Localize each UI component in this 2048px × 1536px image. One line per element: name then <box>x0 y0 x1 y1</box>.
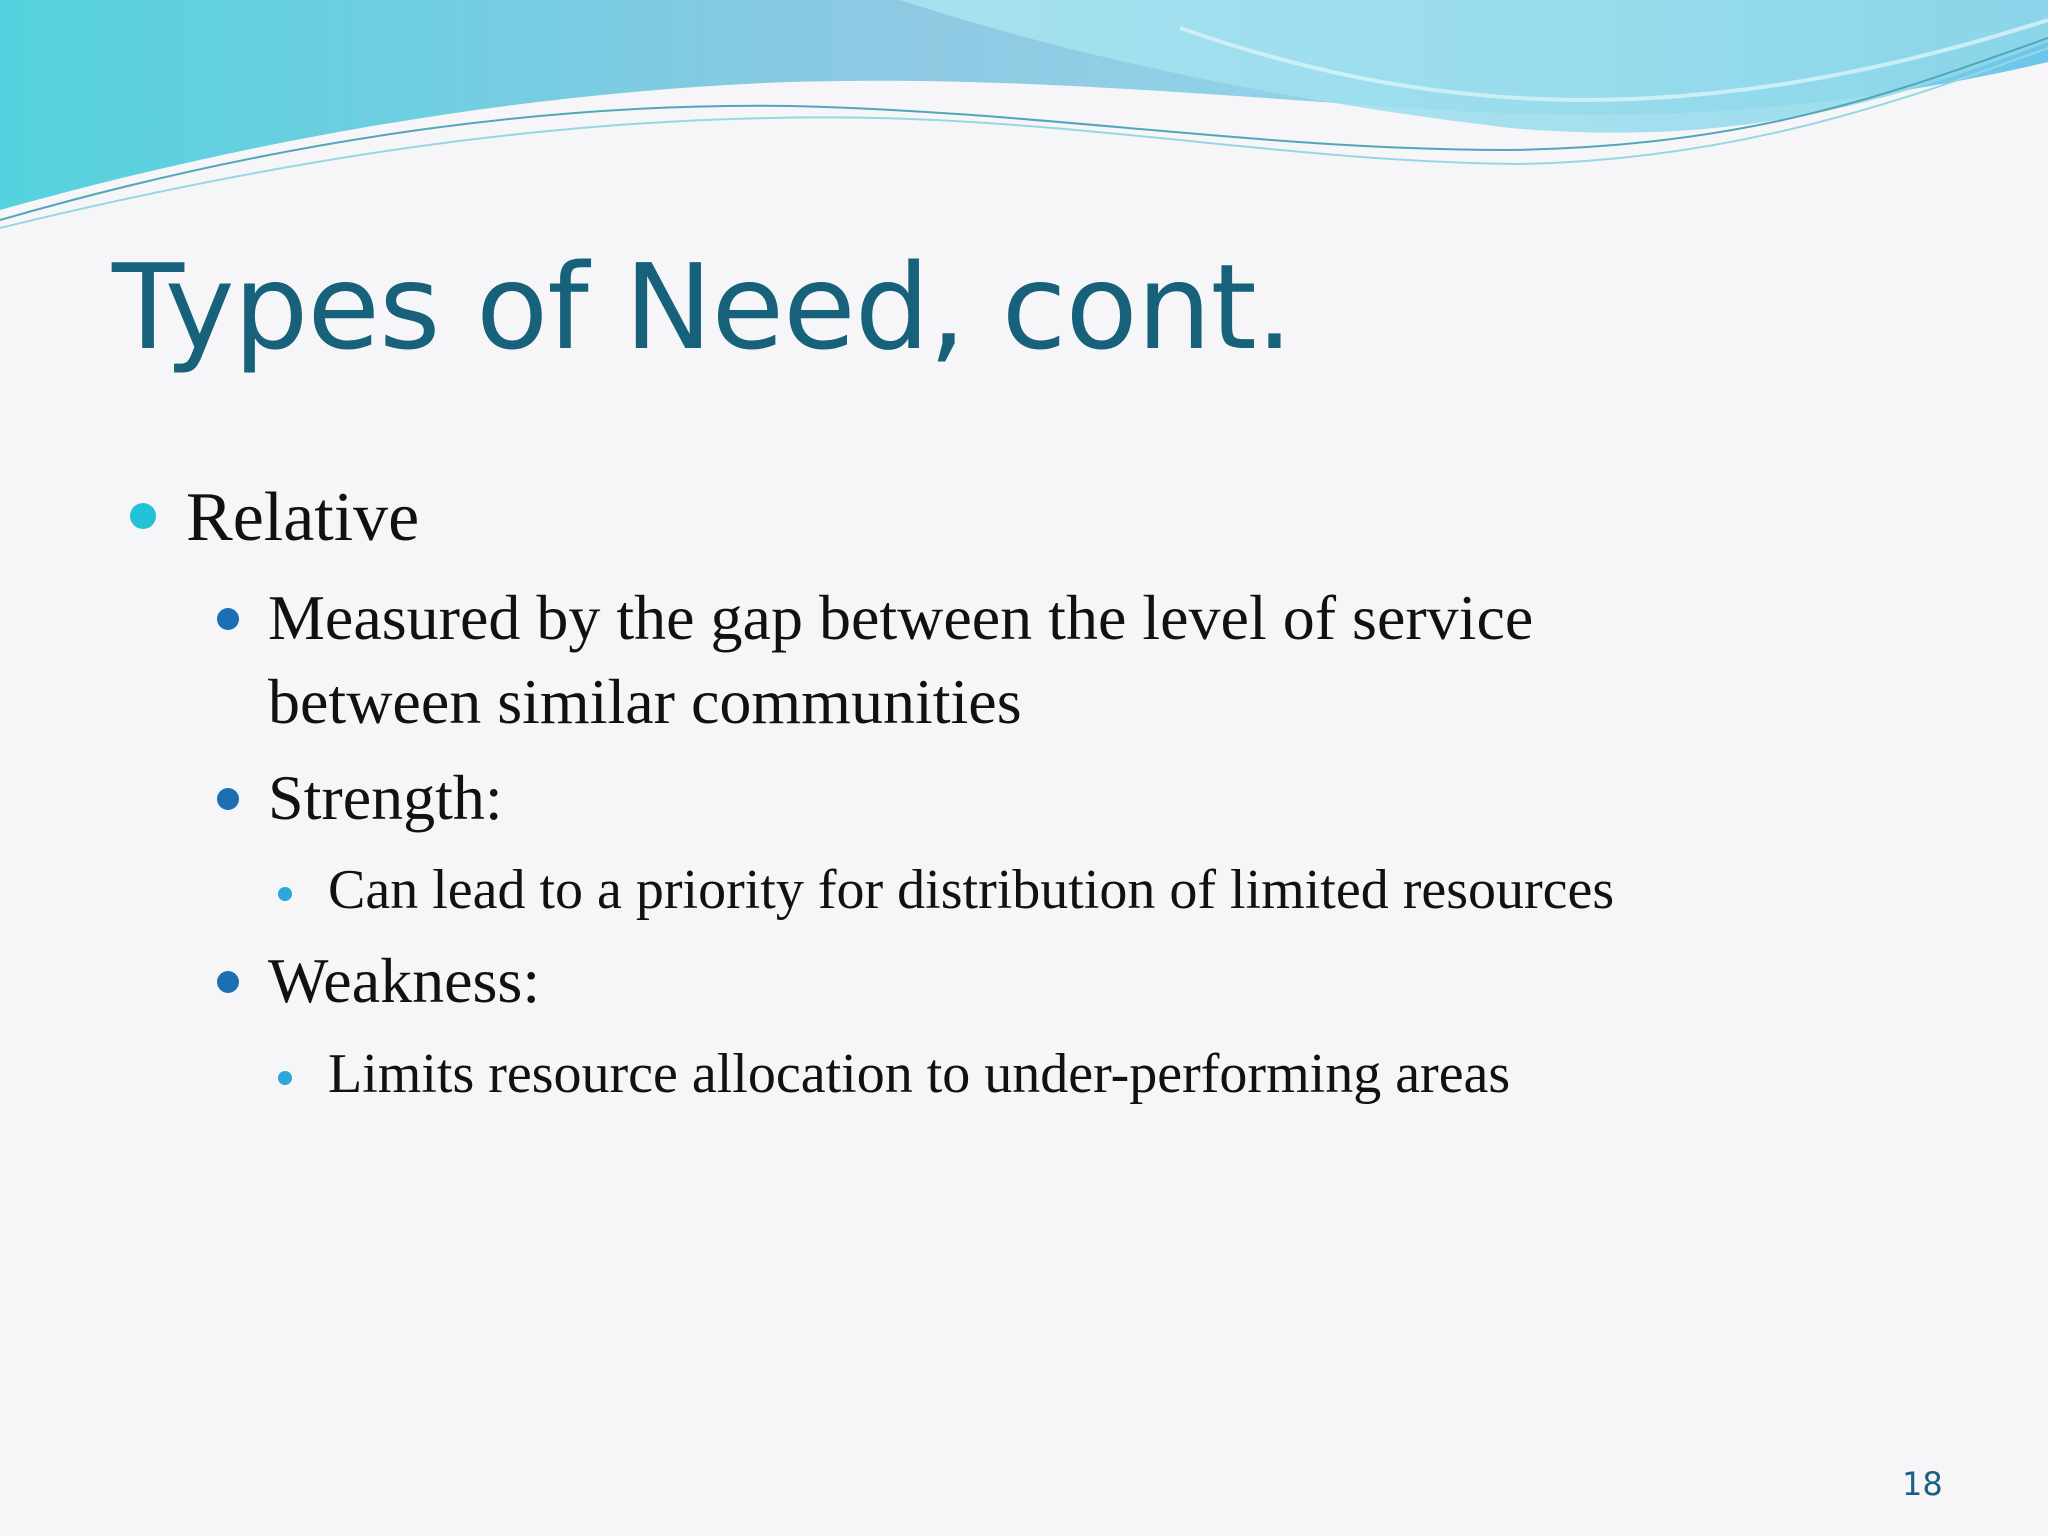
bullet-icon <box>130 503 156 529</box>
slide-title: Types of Need, cont. <box>112 238 1293 376</box>
bullet-icon <box>278 1071 292 1085</box>
bullet-icon <box>278 887 292 901</box>
bullet-measured-line2: between similar communities <box>268 666 1022 737</box>
bullet-weakness: Weakness: <box>268 945 541 1016</box>
bullet-measured-line1: Measured by the gap between the level of service <box>268 582 1534 653</box>
bullet-icon <box>217 608 239 630</box>
bullet-icon <box>217 971 239 993</box>
page-number: 18 <box>1902 1465 1943 1503</box>
bullet-strength: Strength: <box>268 762 503 833</box>
bullet-weakness-detail: Limits resource allocation to under-performing areas <box>328 1043 1511 1105</box>
bullet-strength-detail: Can lead to a priority for distribution of limited resources <box>328 859 1615 921</box>
bullet-relative: Relative <box>186 479 420 556</box>
bullet-icon <box>217 788 239 810</box>
